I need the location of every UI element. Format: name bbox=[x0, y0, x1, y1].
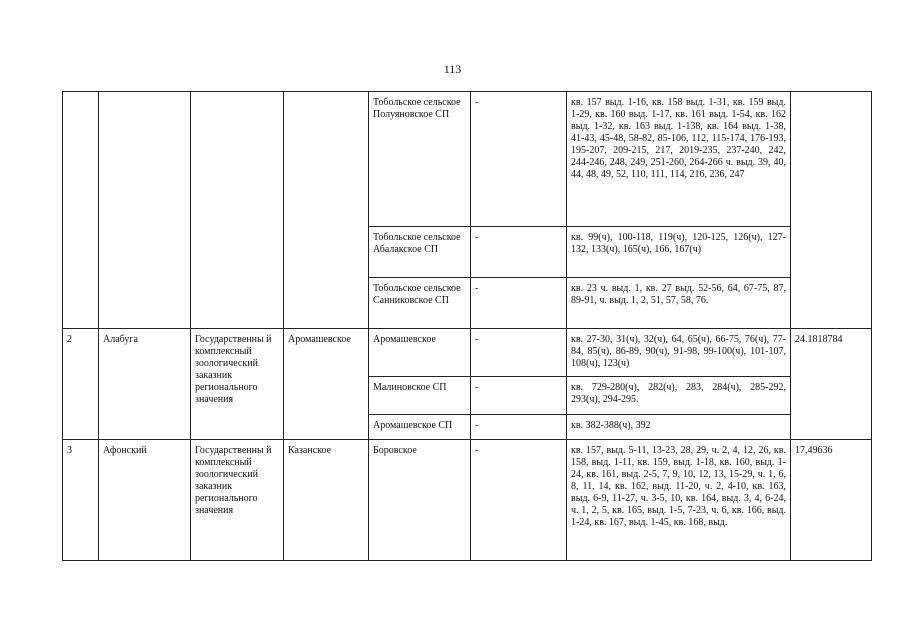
area-type-cell bbox=[191, 92, 284, 329]
row-number-cell: 3 bbox=[63, 440, 99, 561]
note-cell: - bbox=[471, 227, 567, 278]
settlement-cell: Тобольское сельское Абалакское СП bbox=[369, 227, 471, 278]
note-cell: - bbox=[471, 329, 567, 377]
area-value-cell: 24.1818784 bbox=[791, 329, 872, 440]
area-name-cell bbox=[99, 92, 191, 329]
settlement-cell: Малиновское СП bbox=[369, 377, 471, 415]
note-cell: - bbox=[471, 415, 567, 440]
blocks-cell: кв. 27-30, 31(ч), 32(ч), 64, 65(ч), 66-75, 76(ч), 77-84, 85(ч), 86-89, 90(ч), 91-98, 99-100(ч), 101-107, 108(ч), 123(ч) bbox=[567, 329, 791, 377]
row-number-cell: 2 bbox=[63, 329, 99, 440]
area-name-cell: Афонский bbox=[99, 440, 191, 561]
blocks-cell: кв. 729-280(ч), 282(ч), 283, 284(ч), 285-292, 293(ч), 294-295. bbox=[567, 377, 791, 415]
settlement-cell: Аромашевское bbox=[369, 329, 471, 377]
row-number-cell bbox=[63, 92, 99, 329]
area-type-cell: Государственны й комплексный зоологический заказник регионального значения bbox=[191, 440, 284, 561]
blocks-cell: кв. 382-388(ч), 392 bbox=[567, 415, 791, 440]
table-row bbox=[63, 92, 872, 227]
area-name-cell: Алабуга bbox=[99, 329, 191, 440]
blocks-cell: кв. 157, выд. 5-11, 13-23, 28, 29, ч. 2, 4, 12, 26, кв. 158, выд. 1-11, кв. 159, выд. 1-18, кв. 160, выд. 1-24, кв. 161, выд. 2-5, 7, 9, 10, 12, 13, 15-29, ч. 1, 6, 8, 11, 14, кв. 162, выд. 11-20, ч. 2, 4-10, кв. 163, выд. 6-9, 11-27, ч. 3-5, 10, кв. 164, выд. 3, 4, 6-24, ч. 1, 2, 5, кв. 165, выд. 1-5, 7-23, ч. 6, кв. 166, выд. 1-24, кв. 167, выд. 1-45, кв. 168, выд. bbox=[567, 440, 791, 561]
district-cell bbox=[284, 92, 369, 329]
area-type-cell: Государственны й комплексный зоологический заказник регионального значения bbox=[191, 329, 284, 440]
settlement-cell: Тобольское сельское Полуяновское СП bbox=[369, 92, 471, 227]
blocks-cell: кв. 99(ч), 100-118, 119(ч), 120-125, 126(ч), 127-132, 133(ч), 165(ч), 166, 167(ч) bbox=[567, 227, 791, 278]
page-number: 113 bbox=[443, 62, 462, 76]
note-cell: - bbox=[471, 440, 567, 561]
settlement-cell: Боровское bbox=[369, 440, 471, 561]
protected-areas-table bbox=[62, 91, 872, 561]
blocks-cell: кв. 157 выд. 1-16, кв. 158 выд. 1-31, кв. 159 выд. 1-29, кв. 160 выд. 1-17, кв. 161 выд. 1-54, кв. 162 выд. 1-32, кв. 163 выд. 1-138, кв. 164 выд. 1-38, 41-43, 45-48, 58-82, 85-106, 112, 115-174, 176-193, 195-207, 209-215, 217, 2019-235, 237-240, 242, 244-246, 248, 249, 251-260, 264-266 ч. выд. 39, 40, 44, 48, 49, 52, 110, 111, 114, 216, 236, 247 bbox=[567, 92, 791, 227]
area-value-cell bbox=[791, 92, 872, 329]
blocks-cell: кв. 23 ч. выд. 1, кв. 27 выд. 52-56, 64, 67-75, 87, 89-91, ч. выд. 1, 2, 51, 57, 58, 76. bbox=[567, 278, 791, 329]
table-row bbox=[63, 329, 872, 377]
note-cell: - bbox=[471, 92, 567, 227]
note-cell: - bbox=[471, 377, 567, 415]
note-cell: - bbox=[471, 278, 567, 329]
district-cell: Аромашевское bbox=[284, 329, 369, 440]
settlement-cell: Тобольское сельское Санниковское СП bbox=[369, 278, 471, 329]
table-row bbox=[63, 440, 872, 561]
district-cell: Казанское bbox=[284, 440, 369, 561]
settlement-cell: Аромашевское СП bbox=[369, 415, 471, 440]
area-value-cell: 17,49636 bbox=[791, 440, 872, 561]
